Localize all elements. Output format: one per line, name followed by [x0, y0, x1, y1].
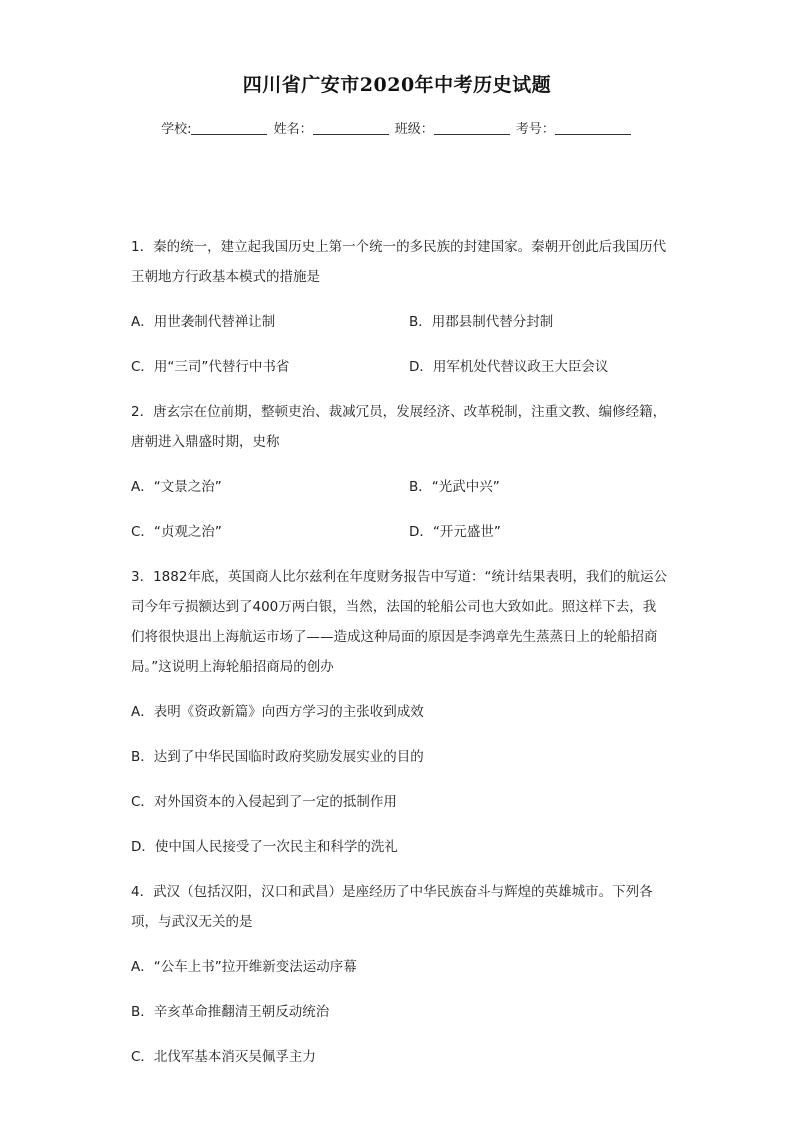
question-list: [131, 232, 667, 1087]
number-field: [516, 118, 633, 137]
school-blank[interactable]: [191, 122, 267, 135]
question-4: [131, 877, 667, 1072]
option-a: A．用世袭制代替禅让制: [131, 314, 276, 330]
question-3: [131, 562, 667, 862]
option-c: C．用“三司”代替行中书省: [131, 359, 290, 375]
option-a: A．“文景之治”: [131, 479, 222, 495]
number-blank[interactable]: [555, 122, 631, 135]
school-field: [161, 118, 269, 137]
class-blank[interactable]: [434, 122, 510, 135]
option-c: C．对外国资本的入侵起到了一定的抵制作用: [131, 794, 397, 810]
question-stem: 2．唐玄宗在位前期，整顿吏治、裁减冗员，发展经济、改革税制，注重文教、编修经籍，唐朝进入鼎盛时期，史称: [131, 404, 667, 450]
question-stem: 4．武汉（包括汉阳，汉口和武昌）是座经历了中华民族奋斗与辉煌的英雄城市。下列各项，与武汉无关的是: [131, 884, 653, 930]
page-title: 四川省广安市2020年中考历史试题: [242, 74, 552, 96]
name-blank[interactable]: [313, 122, 389, 135]
option-list: [131, 697, 667, 862]
option-d: D．“开元盛世”: [409, 524, 501, 540]
school-label: 学校:: [161, 122, 192, 137]
option-list: [131, 952, 667, 1072]
option-b: B．辛亥革命推翻清王朝反动统治: [131, 1004, 330, 1020]
number-label: 考号：: [515, 122, 555, 137]
question-stem: 1．秦的统一，建立起我国历史上第一个统一的多民族的封建国家。秦朝开创此后我国历代王朝地方行政基本模式的措施是: [131, 239, 667, 285]
option-list: [131, 307, 667, 397]
option-b: B．“光武中兴”: [409, 479, 500, 495]
name-label: 姓名：: [273, 122, 313, 137]
question-stem: 3．1882年底，英国商人比尔兹利在年度财务报告中写道：“统计结果表明，我们的航运公司今年亏损额达到了400万两白银，当然，法国的轮船公司也大致如此。照这样下去，我们将很快退出上海航运市场了——造成这种局面的原因是李鸿章先生蒸蒸日上的轮船招商局。”这说明上海轮船招商局的创办: [131, 569, 667, 675]
option-b: B．用郡县制代替分封制: [409, 314, 554, 330]
option-a: A．表明《资政新篇》向西方学习的主张收到成效: [131, 704, 424, 720]
class-label: 班级：: [394, 122, 434, 137]
question-1: [131, 232, 667, 397]
option-d: D．使中国人民接受了一次民主和科学的洗礼: [131, 839, 398, 855]
question-2: [131, 397, 667, 562]
option-b: B．达到了中华民国临时政府奖励发展实业的目的: [131, 749, 424, 765]
class-field: [395, 118, 512, 137]
student-info-line: [0, 118, 794, 137]
option-d: D．用军机处代替议政王大臣会议: [409, 359, 609, 375]
option-c: C．北伐军基本消灭吴佩孚主力: [131, 1049, 316, 1065]
name-field: [274, 118, 391, 137]
option-list: [131, 472, 667, 562]
option-c: C．“贞观之治”: [131, 524, 222, 540]
option-a: A．“公车上书”拉开维新变法运动序幕: [131, 959, 357, 975]
